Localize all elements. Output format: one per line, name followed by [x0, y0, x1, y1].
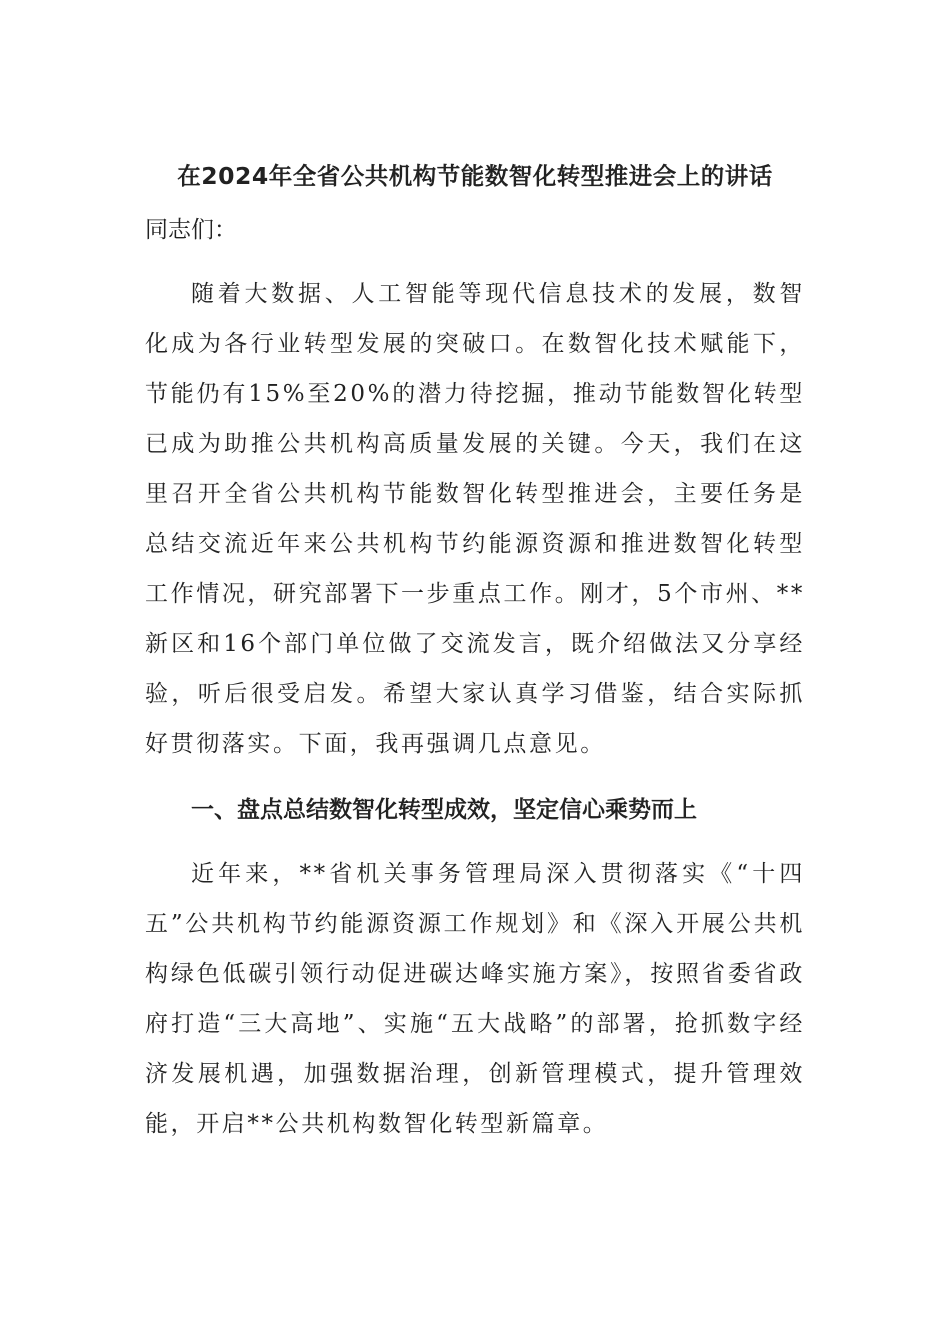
document-body: [145, 150, 805, 1149]
section-heading-1: 一、盘点总结数智化转型成效，坚定信心乘势而上: [191, 797, 697, 823]
document-title: 在2024年全省公共机构节能数智化转型推进会上的讲话: [177, 162, 773, 190]
paragraph-section-1: 近年来，**省机关事务管理局深入贯彻落实《“十四五”公共机构节约能源资源工作规划》和《深入开展公共机构绿色低碳引领行动促进碳达峰实施方案》，按照省委省政府打造“三大高地”、实施“五大战略”的部署，抢抓数字经济发展机遇，加强数据治理，创新管理模式，提升管理效能，开启**公共机构数智化转型新篇章。: [145, 861, 805, 1137]
salutation: 同志们：: [145, 217, 237, 243]
paragraph-intro: 随着大数据、人工智能等现代信息技术的发展，数智化成为各行业转型发展的突破口。在数智化技术赋能下，节能仍有15%至20%的潜力待挖掘，推动节能数智化转型已成为助推公共机构高质量发展的关键。今天，我们在这里召开全省公共机构节能数智化转型推进会，主要任务是总结交流近年来公共机构节约能源资源和推进数智化转型工作情况，研究部署下一步重点工作。刚才，5个市州、**新区和16个部门单位做了交流发言，既介绍做法又分享经验，听后很受启发。希望大家认真学习借鉴，结合实际抓好贯彻落实。下面，我再强调几点意见。: [145, 281, 805, 757]
